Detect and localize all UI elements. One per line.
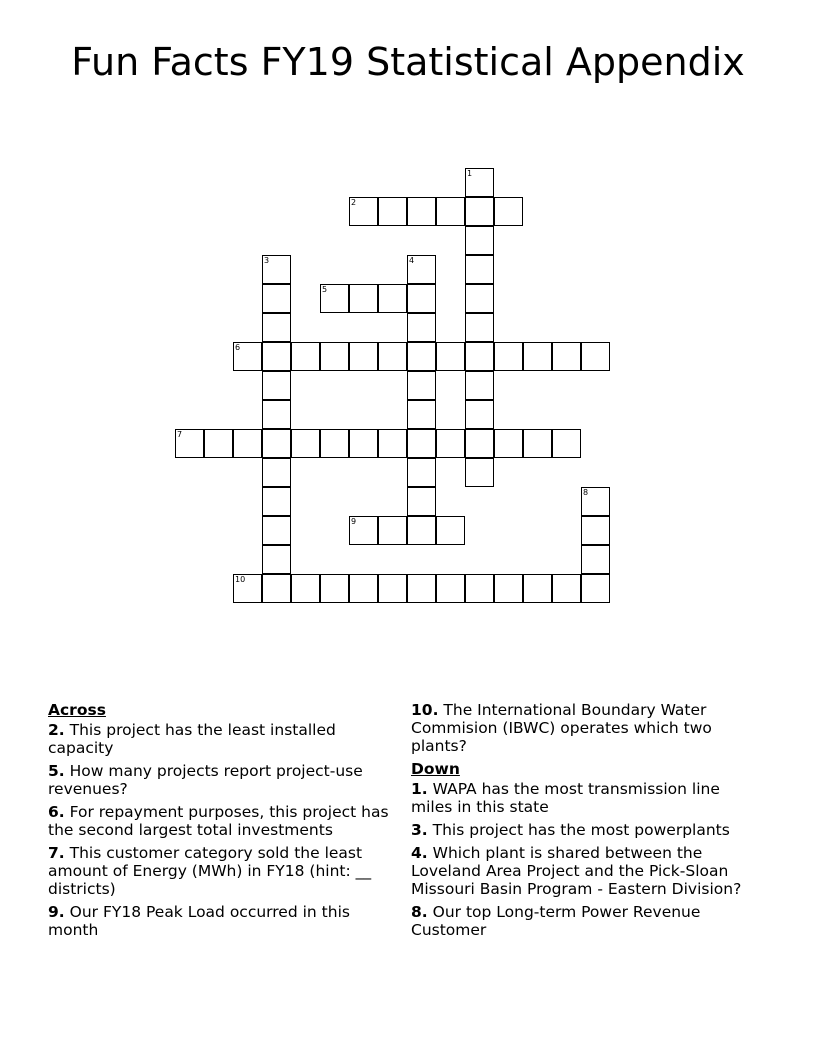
grid-cell[interactable]: [552, 574, 581, 603]
grid-cell[interactable]: [436, 574, 465, 603]
grid-cell[interactable]: [465, 284, 494, 313]
clue-number: 1.: [411, 780, 428, 798]
cell-number: 9: [351, 517, 357, 526]
grid-cell[interactable]: [407, 574, 436, 603]
grid-cell[interactable]: [349, 197, 378, 226]
grid-cell[interactable]: [175, 429, 204, 458]
grid-cell[interactable]: [262, 487, 291, 516]
cell-number: 6: [235, 343, 241, 352]
grid-cell[interactable]: [494, 197, 523, 226]
clue-down-3: [411, 821, 756, 839]
grid-cell[interactable]: [262, 342, 291, 371]
clue-text: Our top Long-term Power Revenue Customer: [411, 903, 701, 939]
clues-left-column: [48, 701, 393, 944]
clue-number: 3.: [411, 821, 428, 839]
grid-cell[interactable]: [349, 429, 378, 458]
grid-cell[interactable]: [523, 574, 552, 603]
grid-cell[interactable]: [407, 342, 436, 371]
grid-cell[interactable]: [581, 342, 610, 371]
grid-cell[interactable]: [581, 574, 610, 603]
clues-right-column: [411, 701, 756, 944]
grid-cell[interactable]: [407, 429, 436, 458]
grid-cell[interactable]: [465, 255, 494, 284]
grid-cell[interactable]: [262, 400, 291, 429]
clue-text: For repayment purposes, this project has the second largest total investments: [48, 803, 389, 839]
grid-cell[interactable]: [320, 284, 349, 313]
grid-cell[interactable]: [378, 516, 407, 545]
grid-cell[interactable]: [378, 284, 407, 313]
grid-cell[interactable]: [349, 516, 378, 545]
grid-cell[interactable]: [581, 516, 610, 545]
clue-number: 7.: [48, 844, 65, 862]
grid-cell[interactable]: [494, 429, 523, 458]
cell-number: 5: [322, 285, 328, 294]
grid-cell[interactable]: [436, 429, 465, 458]
grid-cell[interactable]: [262, 313, 291, 342]
clue-number: 2.: [48, 721, 65, 739]
cell-number: 3: [264, 256, 270, 265]
clue-text: This project has the most powerplants: [432, 821, 730, 839]
grid-cell[interactable]: [262, 284, 291, 313]
grid-cell[interactable]: [262, 371, 291, 400]
grid-cell[interactable]: [465, 458, 494, 487]
grid-cell[interactable]: [291, 342, 320, 371]
grid-cell[interactable]: [465, 371, 494, 400]
grid-cell[interactable]: [407, 400, 436, 429]
grid-cell[interactable]: [291, 429, 320, 458]
clue-across-7: [48, 844, 393, 898]
grid-cell[interactable]: [465, 313, 494, 342]
grid-cell[interactable]: [465, 429, 494, 458]
grid-cell[interactable]: [436, 516, 465, 545]
grid-cell[interactable]: [436, 342, 465, 371]
grid-cell[interactable]: [349, 342, 378, 371]
cell-number: 2: [351, 198, 357, 207]
clue-text: Our FY18 Peak Load occurred in this month: [48, 903, 350, 939]
clue-text: This customer category sold the least amount of Energy (MWh) in FY18 (hint: __ districts): [48, 844, 372, 898]
grid-cell[interactable]: [407, 516, 436, 545]
clue-text: The International Boundary Water Commision (IBWC) operates which two plants?: [411, 701, 712, 755]
grid-cell[interactable]: [262, 458, 291, 487]
clue-across-6: [48, 803, 393, 839]
grid-cell[interactable]: [291, 574, 320, 603]
grid-cell[interactable]: [262, 255, 291, 284]
grid-cell[interactable]: [378, 429, 407, 458]
grid-cell[interactable]: [204, 429, 233, 458]
grid-cell[interactable]: [262, 429, 291, 458]
grid-cell[interactable]: [233, 342, 262, 371]
grid-cell[interactable]: [552, 429, 581, 458]
grid-cell[interactable]: [320, 342, 349, 371]
grid-cell[interactable]: [262, 574, 291, 603]
grid-cell[interactable]: [320, 574, 349, 603]
cell-number: 4: [409, 256, 415, 265]
grid-cell[interactable]: [378, 342, 407, 371]
clue-text: This project has the least installed capacity: [48, 721, 336, 757]
grid-cell[interactable]: [465, 342, 494, 371]
grid-cell[interactable]: [233, 429, 262, 458]
cell-number: 10: [235, 575, 246, 584]
clue-across-9: [48, 903, 393, 939]
grid-cell[interactable]: [262, 516, 291, 545]
cell-number: 7: [177, 430, 183, 439]
clue-text: Which plant is shared between the Loveland Area Project and the Pick-Sloan Missouri Basin Program - Eastern Division?: [411, 844, 742, 898]
grid-cell[interactable]: [407, 197, 436, 226]
page-title: Fun Facts FY19 Statistical Appendix: [71, 40, 745, 84]
clue-number: 10.: [411, 701, 439, 719]
across-heading: Across: [48, 701, 106, 719]
grid-cell[interactable]: [581, 545, 610, 574]
clue-number: 6.: [48, 803, 65, 821]
clue-across-10: [411, 701, 756, 755]
clue-down-1: [411, 780, 756, 816]
grid-cell[interactable]: [465, 197, 494, 226]
clue-text: How many projects report project-use revenues?: [48, 762, 363, 798]
grid-cell[interactable]: [378, 574, 407, 603]
grid-cell[interactable]: [262, 545, 291, 574]
grid-cell[interactable]: [349, 574, 378, 603]
grid-cell[interactable]: [465, 226, 494, 255]
clue-across-2: [48, 721, 393, 757]
clue-text: WAPA has the most transmission line miles in this state: [411, 780, 720, 816]
grid-cell[interactable]: [523, 342, 552, 371]
clue-across-5: [48, 762, 393, 798]
clue-down-4: [411, 844, 756, 898]
clue-number: 5.: [48, 762, 65, 780]
grid-cell[interactable]: [407, 487, 436, 516]
cell-number: 1: [467, 169, 473, 178]
grid-cell[interactable]: [349, 284, 378, 313]
clue-number: 8.: [411, 903, 428, 921]
cell-number: 8: [583, 488, 589, 497]
grid-cell[interactable]: [465, 168, 494, 197]
grid-cell[interactable]: [523, 429, 552, 458]
grid-cell[interactable]: [436, 197, 465, 226]
grid-cell[interactable]: [494, 342, 523, 371]
grid-cell[interactable]: [320, 429, 349, 458]
grid-cell[interactable]: [465, 400, 494, 429]
grid-cell[interactable]: [581, 487, 610, 516]
grid-cell[interactable]: [233, 574, 262, 603]
grid-cell[interactable]: [407, 371, 436, 400]
down-heading: Down: [411, 760, 460, 778]
grid-cell[interactable]: [407, 458, 436, 487]
grid-cell[interactable]: [407, 255, 436, 284]
clue-number: 9.: [48, 903, 65, 921]
grid-cell[interactable]: [378, 197, 407, 226]
grid-cell[interactable]: [407, 284, 436, 313]
grid-cell[interactable]: [407, 313, 436, 342]
grid-cell[interactable]: [465, 574, 494, 603]
clue-down-8: [411, 903, 756, 939]
grid-cell[interactable]: [494, 574, 523, 603]
clue-number: 4.: [411, 844, 428, 862]
grid-cell[interactable]: [552, 342, 581, 371]
